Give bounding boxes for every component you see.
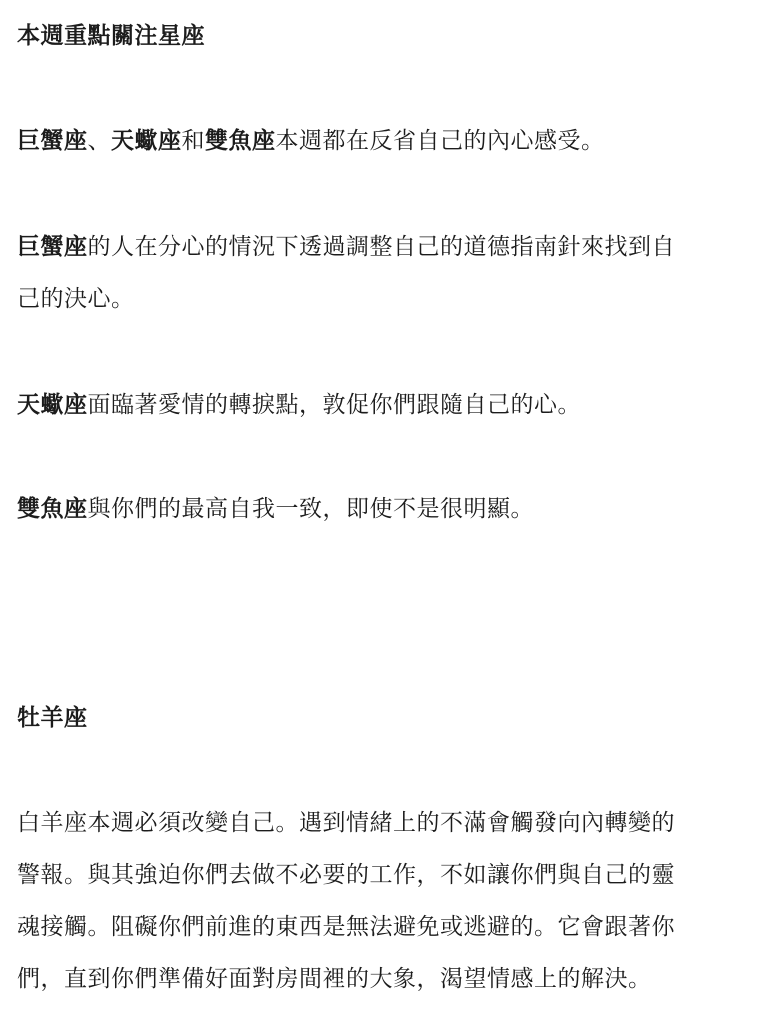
sign-cancer: 巨蟹座 bbox=[17, 128, 88, 154]
pisces-text: 與你們的最高自我一致，即使不是很明顯。 bbox=[87, 496, 534, 522]
intro-separator: 、 bbox=[87, 128, 111, 154]
pisces-paragraph bbox=[17, 494, 534, 524]
cancer-paragraph-line-1 bbox=[17, 232, 675, 262]
scorpio-paragraph bbox=[17, 390, 581, 420]
cancer-text: 的人在分心的情況下透過調整自己的道德指南針來找到自 bbox=[87, 234, 675, 260]
intro-text: 本週都在反省自己的內心感受。 bbox=[275, 128, 605, 154]
aries-heading: 牡羊座 bbox=[17, 705, 88, 731]
intro-conjunction: 和 bbox=[181, 128, 205, 154]
aries-paragraph-line-1: 白羊座本週必須改變自己。遇到情緒上的不滿會觸發向內轉變的 bbox=[17, 810, 675, 836]
scorpio-text: 面臨著愛情的轉捩點，敦促你們跟隨自己的心。 bbox=[87, 392, 581, 418]
cancer-paragraph-line-2: 己的決心。 bbox=[17, 286, 135, 312]
sign-scorpio: 天蠍座 bbox=[111, 128, 182, 154]
focus-heading: 本週重點關注星座 bbox=[17, 23, 205, 49]
sign-pisces: 雙魚座 bbox=[205, 128, 276, 154]
cancer-sign: 巨蟹座 bbox=[17, 234, 88, 260]
aries-paragraph-line-4: 們，直到你們準備好面對房間裡的大象，渴望情感上的解決。 bbox=[17, 966, 652, 992]
intro-paragraph bbox=[17, 126, 605, 156]
aries-paragraph-line-3: 魂接觸。阻礙你們前進的東西是無法避免或逃避的。它會跟著你 bbox=[17, 914, 675, 940]
pisces-sign: 雙魚座 bbox=[17, 496, 88, 522]
aries-paragraph-line-2: 警報。與其強迫你們去做不必要的工作，不如讓你們與自己的靈 bbox=[17, 862, 675, 888]
scorpio-sign: 天蠍座 bbox=[17, 392, 88, 418]
